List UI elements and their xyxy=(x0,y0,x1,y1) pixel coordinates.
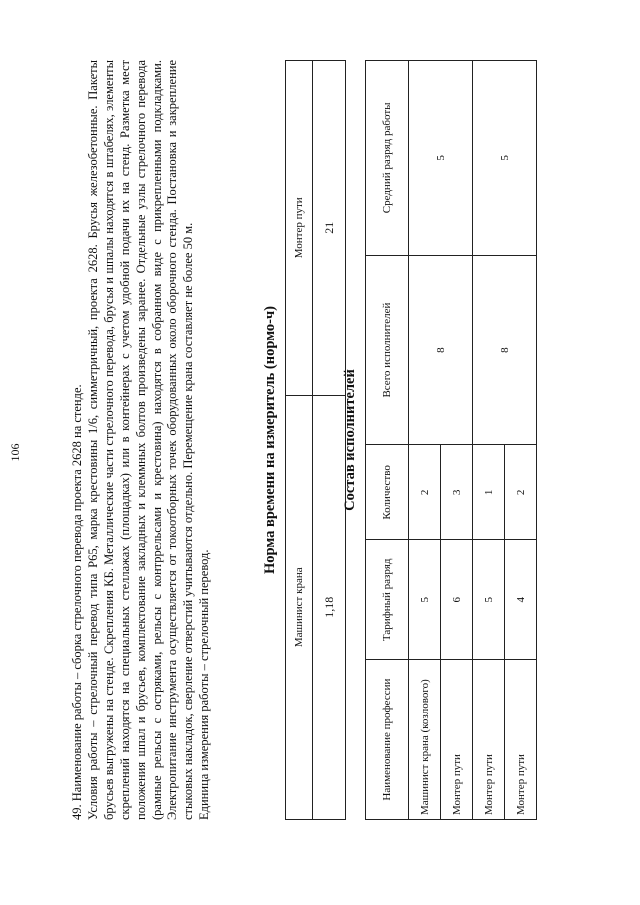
norm-header-crane: Машинист крана xyxy=(286,395,313,819)
profession-cell: Машинист крана (козлового) xyxy=(409,660,441,820)
work-conditions-paragraph: Условия работы – стрелочный перевод типа Р65, марка крестовины 1/6, симметричный, проекта 2628. Брусья железобетонные. Пакеты брусьев выгружены на стенде. Скрепления КБ. Металлические части стрелочного перевода, брусья и шпалы находятся в штабелях, элементы скреплений находятся на специальных стеллажах (площадках) или в контейнерах с учетом удобной подачи их на стенд. Разметка мест положения шпал и брусьев, комплектование закладных и клеммных болтов произведены заранее. Отдельные узлы стрелочного перевода (рамные рельсы с остряками, рельсы с контррельсами и крестовина) находятся в собранном виде с прикрепленными подкладками. Электропитание инструмента осуществляется от токоотборных точек оборудованных около оборочного стенда. Постановка и закрепление стыковых накладок, сверление отверстий учитываются отдельно. Перемещение крана составляет не более 50 м. xyxy=(85,60,196,820)
norm-heading: Норма времени на измеритель (нормо-ч) xyxy=(262,306,278,574)
count-cell: 1 xyxy=(473,445,505,540)
profession-cell: Монтер пути xyxy=(441,660,473,820)
staff-heading: Состав исполнителей xyxy=(342,369,358,511)
avg-grade-cell: 5 xyxy=(409,61,473,256)
count-cell: 2 xyxy=(409,445,441,540)
avg-grade-cell: 5 xyxy=(473,61,537,256)
count-cell: 2 xyxy=(505,445,537,540)
grade-cell: 5 xyxy=(409,540,441,660)
measurement-unit-paragraph: Единица измерения работы – стрелочный перевод. xyxy=(197,549,212,820)
norm-header-track: Монтер пути xyxy=(286,61,313,396)
body-text xyxy=(70,60,213,820)
staff-header-count: Количество xyxy=(366,445,409,540)
work-title: 49. Наименование работы – сборка стрелочного перевода проекта 2628 на стенде. xyxy=(70,384,84,820)
staff-header-avg-grade: Средний разряд работы xyxy=(366,61,409,256)
grade-cell: 6 xyxy=(441,540,473,660)
staff-table xyxy=(365,60,537,820)
profession-cell: Монтер пути xyxy=(473,660,505,820)
norm-value-crane: 1,18 xyxy=(313,395,346,819)
count-cell: 3 xyxy=(441,445,473,540)
table-row xyxy=(473,61,505,820)
norm-table xyxy=(285,60,346,820)
norm-value-track: 21 xyxy=(313,61,346,396)
profession-cell: Монтер пути xyxy=(505,660,537,820)
total-cell: 8 xyxy=(409,255,473,445)
staff-header-total: Всего исполнителей xyxy=(366,255,409,445)
grade-cell: 4 xyxy=(505,540,537,660)
total-cell: 8 xyxy=(473,255,537,445)
staff-header-grade: Тарифный разряд xyxy=(366,540,409,660)
page-number: 106 xyxy=(8,443,22,462)
grade-cell: 5 xyxy=(473,540,505,660)
table-row xyxy=(409,61,441,820)
staff-header-profession: Наименование профессии xyxy=(366,660,409,820)
